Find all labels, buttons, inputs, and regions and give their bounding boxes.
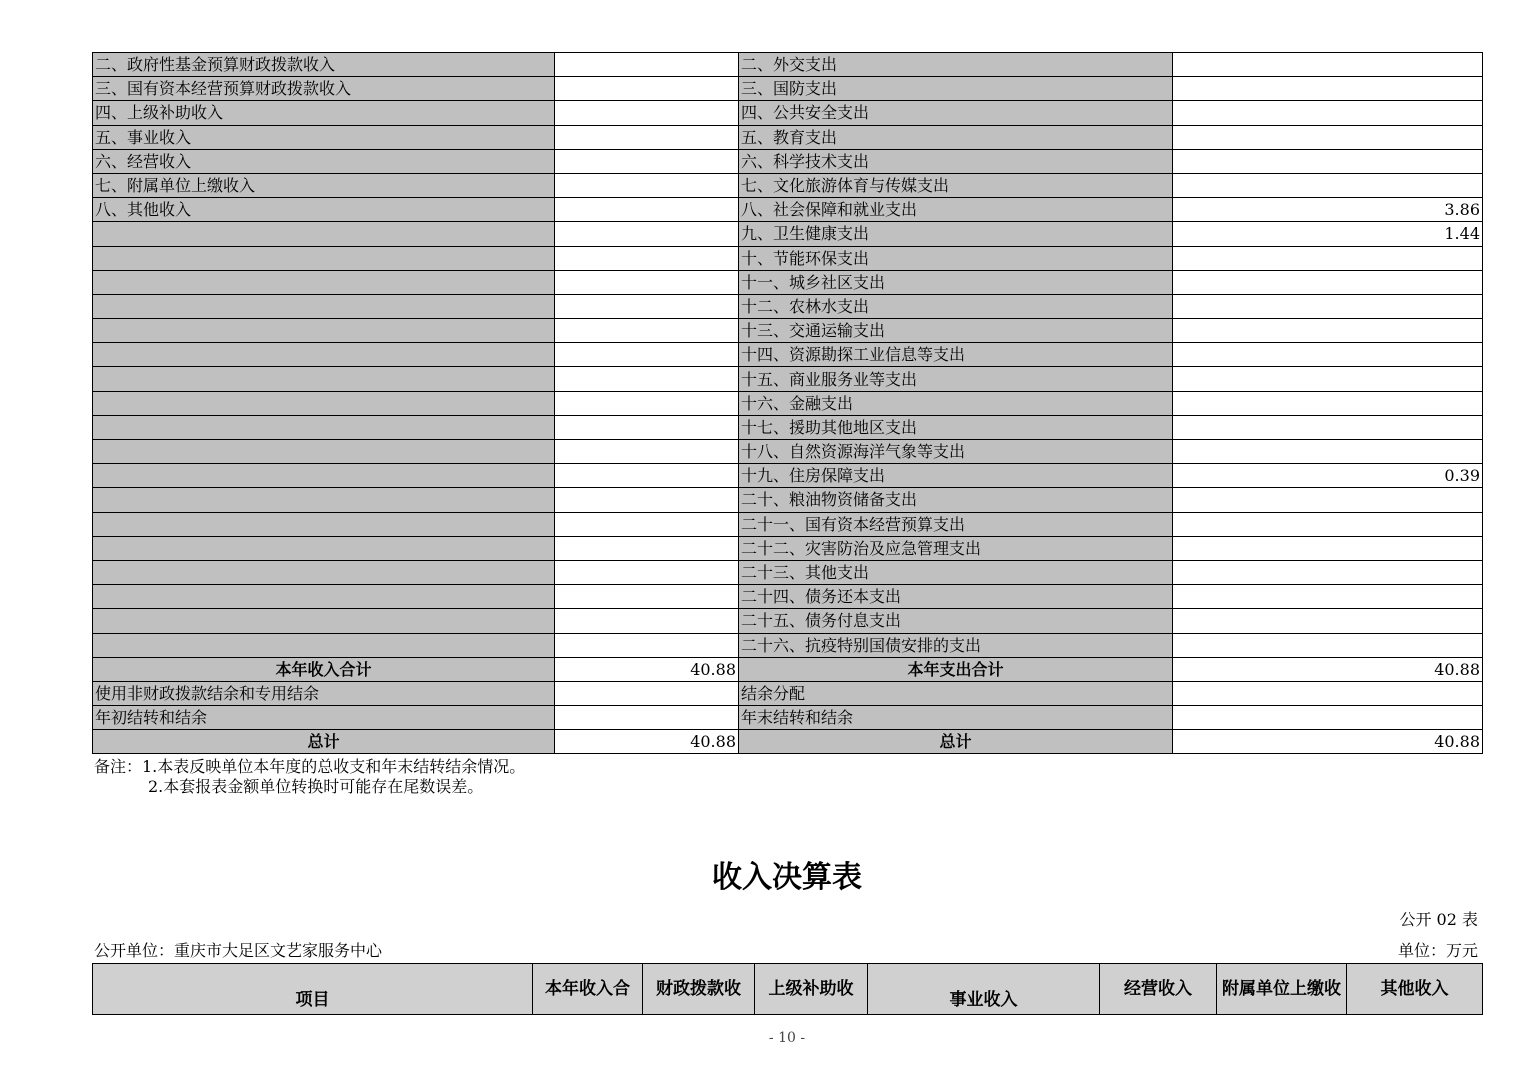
expense-item: 十九、住房保障支出: [739, 464, 1173, 488]
income-amount: [555, 633, 739, 657]
expense-amount: 1.44: [1173, 222, 1483, 246]
income-amount: [555, 294, 739, 318]
income-item: [93, 536, 555, 560]
income-amount: [555, 488, 739, 512]
table-row: [93, 560, 1483, 584]
currency-unit: 单位：万元: [1397, 941, 1478, 960]
income-item: [93, 319, 555, 343]
expense-amount: [1173, 77, 1483, 101]
table-row: [93, 77, 1483, 101]
note-line-1: 备注：1.本表反映单位本年度的总收支和年末结转结余情况。: [94, 757, 526, 776]
header-operating-income: 经营收入: [1100, 964, 1217, 1015]
header-year-income: 本年收入合: [533, 964, 643, 1015]
table-row: [93, 53, 1483, 77]
expense-item: 十一、城乡社区支出: [739, 270, 1173, 294]
expense-item: 八、社会保障和就业支出: [739, 198, 1173, 222]
table-row: [93, 101, 1483, 125]
expense-amount: [1173, 270, 1483, 294]
expense-item: 十三、交通运输支出: [739, 319, 1173, 343]
income-amount: [555, 681, 739, 705]
header-superior-subsidy: 上级补助收: [755, 964, 868, 1015]
income-item: [93, 367, 555, 391]
income-item: [93, 415, 555, 439]
expense-amount: 40.88: [1173, 657, 1483, 681]
expense-amount: 0.39: [1173, 464, 1483, 488]
income-amount: [555, 415, 739, 439]
income-item: 五、事业收入: [93, 125, 555, 149]
expense-item: 五、教育支出: [739, 125, 1173, 149]
income-amount: [555, 440, 739, 464]
income-item: 四、上级补助收入: [93, 101, 555, 125]
income-item: [93, 585, 555, 609]
expense-amount: [1173, 415, 1483, 439]
income-amount: [555, 53, 739, 77]
income-amount: [555, 246, 739, 270]
expense-item: 总计: [739, 730, 1173, 754]
expense-item: 十八、自然资源海洋气象等支出: [739, 440, 1173, 464]
income-amount: [555, 198, 739, 222]
expense-item: 十七、援助其他地区支出: [739, 415, 1173, 439]
income-amount: [555, 125, 739, 149]
income-amount: [555, 319, 739, 343]
income-amount: [555, 101, 739, 125]
income-amount: [555, 343, 739, 367]
expense-item: 九、卫生健康支出: [739, 222, 1173, 246]
expense-amount: [1173, 367, 1483, 391]
income-item: [93, 270, 555, 294]
income-item: [93, 294, 555, 318]
expense-amount: [1173, 681, 1483, 705]
income-amount: [555, 609, 739, 633]
header-other-income: 其他收入: [1347, 964, 1483, 1015]
income-item: 二、政府性基金预算财政拨款收入: [93, 53, 555, 77]
expense-amount: [1173, 173, 1483, 197]
income-item: [93, 440, 555, 464]
income-item: [93, 222, 555, 246]
income-amount: [555, 173, 739, 197]
expense-amount: [1173, 609, 1483, 633]
expense-item: 六、科学技术支出: [739, 149, 1173, 173]
income-amount: [555, 585, 739, 609]
expense-item: 十六、金融支出: [739, 391, 1173, 415]
income-item: [93, 464, 555, 488]
table-row: [93, 173, 1483, 197]
expense-item: 本年支出合计: [739, 657, 1173, 681]
income-item: 年初结转和结余: [93, 706, 555, 730]
table-row: [93, 415, 1483, 439]
income-item: [93, 343, 555, 367]
table-row: [93, 609, 1483, 633]
table-row: [93, 440, 1483, 464]
table-row: [93, 464, 1483, 488]
table-row: [93, 512, 1483, 536]
table-row: [93, 149, 1483, 173]
expense-item: 二十、粮油物资储备支出: [739, 488, 1173, 512]
expense-item: 七、文化旅游体育与传媒支出: [739, 173, 1173, 197]
expense-amount: [1173, 149, 1483, 173]
table-row: [93, 343, 1483, 367]
table-row: [93, 222, 1483, 246]
grand-total-row: [93, 730, 1483, 754]
expense-item: 二、外交支出: [739, 53, 1173, 77]
income-amount: [555, 536, 739, 560]
expense-item: 十、节能环保支出: [739, 246, 1173, 270]
income-item: 八、其他收入: [93, 198, 555, 222]
expense-amount: [1173, 585, 1483, 609]
table-row: [93, 706, 1483, 730]
income-item: [93, 609, 555, 633]
expense-amount: [1173, 488, 1483, 512]
expense-item: 二十五、债务付息支出: [739, 609, 1173, 633]
income-table-header: [92, 963, 1483, 1015]
income-amount: [555, 77, 739, 101]
income-amount: [555, 222, 739, 246]
expense-item: 四、公共安全支出: [739, 101, 1173, 125]
table-row: [93, 319, 1483, 343]
table02-title: 收入决算表: [712, 860, 862, 895]
table-row: [93, 198, 1483, 222]
header-affiliated-unit-income: 附属单位上缴收: [1217, 964, 1347, 1015]
expense-amount: [1173, 560, 1483, 584]
income-amount: 40.88: [555, 730, 739, 754]
income-item: 六、经营收入: [93, 149, 555, 173]
income-item: 本年收入合计: [93, 657, 555, 681]
expense-amount: [1173, 633, 1483, 657]
income-item: 三、国有资本经营预算财政拨款收入: [93, 77, 555, 101]
note-line-2: 2.本套报表金额单位转换时可能存在尾数误差。: [148, 777, 484, 796]
expense-item: 三、国防支出: [739, 77, 1173, 101]
income-amount: [555, 464, 739, 488]
expense-item: 十四、资源勘探工业信息等支出: [739, 343, 1173, 367]
income-item: [93, 633, 555, 657]
page-number: - 10 -: [768, 1030, 806, 1046]
expense-amount: [1173, 246, 1483, 270]
expense-item: 二十一、国有资本经营预算支出: [739, 512, 1173, 536]
expense-item: 二十三、其他支出: [739, 560, 1173, 584]
income-item: [93, 560, 555, 584]
table-row: [93, 246, 1483, 270]
expense-amount: [1173, 391, 1483, 415]
income-amount: [555, 391, 739, 415]
table-row: [93, 367, 1483, 391]
income-amount: [555, 270, 739, 294]
expense-amount: [1173, 440, 1483, 464]
expense-amount: [1173, 101, 1483, 125]
expense-item: 二十四、债务还本支出: [739, 585, 1173, 609]
expense-item: 十二、农林水支出: [739, 294, 1173, 318]
expense-amount: [1173, 53, 1483, 77]
income-item: 总计: [93, 730, 555, 754]
income-item: [93, 391, 555, 415]
table-row: [93, 488, 1483, 512]
income-amount: 40.88: [555, 657, 739, 681]
income-item: 七、附属单位上缴收入: [93, 173, 555, 197]
expense-amount: [1173, 706, 1483, 730]
expense-amount: [1173, 536, 1483, 560]
income-amount: [555, 706, 739, 730]
expense-item: 年末结转和结余: [739, 706, 1173, 730]
expense-amount: 3.86: [1173, 198, 1483, 222]
table-row: [93, 125, 1483, 149]
expense-amount: 40.88: [1173, 730, 1483, 754]
reporting-unit: 公开单位：重庆市大足区文艺家服务中心: [94, 941, 383, 960]
expense-amount: [1173, 343, 1483, 367]
income-item: [93, 246, 555, 270]
table-row: [93, 391, 1483, 415]
income-amount: [555, 560, 739, 584]
expense-amount: [1173, 319, 1483, 343]
year-total-row: [93, 657, 1483, 681]
table-row: [93, 536, 1483, 560]
header-item: 项目: [93, 964, 533, 1015]
income-expense-summary-table: [92, 52, 1483, 754]
table-row: [93, 585, 1483, 609]
income-amount: [555, 367, 739, 391]
expense-amount: [1173, 512, 1483, 536]
expense-item: 二十二、灾害防治及应急管理支出: [739, 536, 1173, 560]
income-item: 使用非财政拨款结余和专用结余: [93, 681, 555, 705]
expense-amount: [1173, 294, 1483, 318]
header-business-income: 事业收入: [868, 964, 1100, 1015]
table-row: [93, 681, 1483, 705]
expense-amount: [1173, 125, 1483, 149]
expense-item: 十五、商业服务业等支出: [739, 367, 1173, 391]
income-item: [93, 512, 555, 536]
income-amount: [555, 149, 739, 173]
table-row: [93, 294, 1483, 318]
table-code: 公开 02 表: [1399, 910, 1478, 929]
header-fiscal-appropriation: 财政拨款收: [643, 964, 755, 1015]
expense-item: 二十六、抗疫特别国债安排的支出: [739, 633, 1173, 657]
table-row: [93, 633, 1483, 657]
expense-item: 结余分配: [739, 681, 1173, 705]
income-amount: [555, 512, 739, 536]
income-item: [93, 488, 555, 512]
table-row: [93, 270, 1483, 294]
